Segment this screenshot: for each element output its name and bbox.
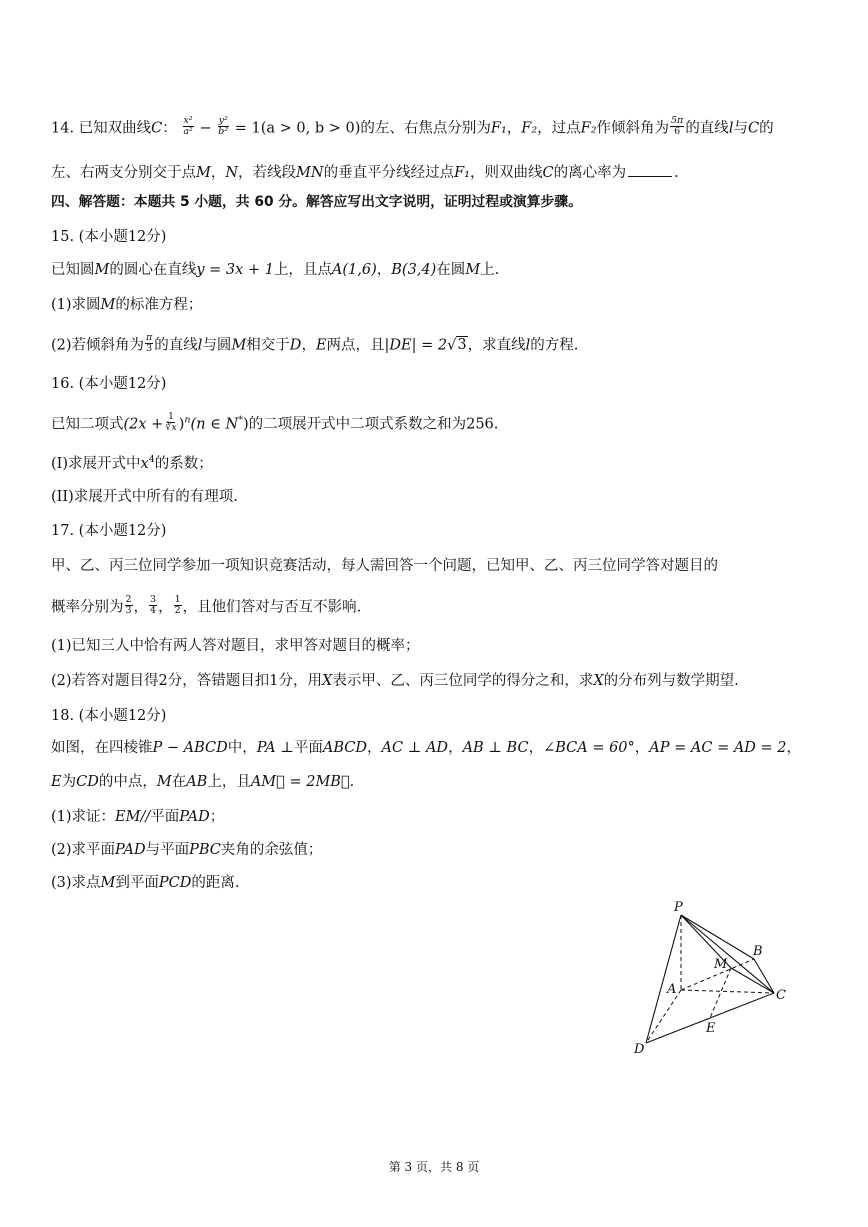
punct: ；	[209, 809, 225, 825]
q18-text: 的中点，	[98, 774, 157, 790]
q15-sub1	[51, 298, 817, 313]
label-M: M	[714, 957, 728, 972]
fraction	[182, 116, 193, 137]
var: N	[225, 165, 239, 181]
var: E	[315, 337, 327, 354]
expression: (n ∈ N	[190, 416, 239, 433]
q14-line1: 14. 已知双曲线C： $\frac{\text{x²}}{\text{a²}}$ − $\frac{\text{y²}}{\text{b²}}$ = 1(a > 0, b > 0)的左、右焦点分别为F₁，F₂，过点F₂作倾斜角为 $\frac{5\pi}{6}$ 的直线l与C的	[51, 115, 774, 137]
numerator: 2	[125, 594, 132, 605]
label-D: D	[634, 1042, 645, 1057]
q14-text: 的离心率为	[553, 165, 627, 181]
exponent: n	[184, 414, 191, 426]
exponent: 4	[148, 454, 155, 466]
q18-stem-2	[51, 775, 817, 790]
q15-text: 上，且点	[273, 262, 332, 278]
expression: AP = AC = AD = 2	[649, 740, 787, 756]
var: F₁	[454, 165, 470, 181]
q15-sub2: (2)若倾斜角为 $\frac{\pi}{3}$ 的直线l与圆M相交于D，E两点，且|DE| = 2√3，求直线l的方程.	[51, 332, 579, 354]
expression: PA ⊥	[256, 740, 294, 756]
q14-text: 左、右两支分别交于点	[51, 165, 196, 181]
var: M	[156, 774, 172, 790]
denominator: 4	[150, 604, 157, 616]
q14-text: 的直线	[685, 120, 729, 137]
q14-line2	[51, 163, 817, 181]
q16-sub2: (II)求展开式中所有的有理项.	[51, 489, 238, 505]
q17-header: 17. (本小题12分)	[51, 523, 167, 539]
q17-sub2	[51, 674, 817, 689]
edge-AC	[681, 990, 774, 993]
q18-text: 与平面	[145, 842, 190, 858]
edge-AD	[646, 990, 681, 1043]
q15-text: (1)求圆	[51, 297, 101, 313]
superscript: *	[238, 414, 243, 426]
q18-stem	[51, 741, 817, 756]
q16-header: 16. (本小题12分)	[51, 376, 167, 392]
q18-text: (1)求证：	[51, 809, 116, 825]
punct: ，	[367, 740, 382, 756]
edge-BC	[754, 959, 774, 993]
q14-text: 与	[733, 120, 748, 137]
punct: ，	[506, 120, 522, 137]
var: C	[542, 165, 554, 181]
q15-header: 15. (本小题12分)	[51, 229, 167, 245]
expression: )	[242, 416, 249, 433]
point: B(3,4)	[391, 262, 437, 278]
q15-text: (2)若倾斜角为	[51, 337, 145, 354]
q15-text: 上.	[480, 262, 500, 278]
punct: ，	[786, 740, 802, 756]
q15-text: 的方程.	[530, 337, 579, 354]
q16-text: 的二项展开式中二项式系数之和为256.	[248, 416, 499, 433]
q15-text: 已知圆	[51, 262, 95, 278]
q15-text: 的圆心在直线	[109, 262, 197, 278]
denominator: ∛x	[165, 421, 177, 433]
expression: AC ⊥ AD	[381, 740, 449, 756]
denominator: 6	[674, 125, 681, 137]
edge-MC	[731, 968, 774, 993]
var: M	[100, 875, 116, 891]
var: CD	[76, 774, 99, 790]
label-C: C	[776, 988, 786, 1003]
q15-text: 的直线	[154, 337, 198, 354]
expression: AB ⊥ BC	[462, 740, 529, 756]
var: M	[465, 262, 481, 278]
q17-text: 概率分别为	[51, 599, 124, 616]
q17-text: ，且他们答对与否互不影响.	[182, 599, 362, 616]
numerator: 1	[168, 411, 175, 422]
numerator: 3	[150, 594, 157, 605]
q18-sub3	[51, 876, 817, 891]
q14-text: ，则双曲线	[469, 165, 543, 181]
q14-text: 14. 已知双曲线	[51, 120, 152, 137]
edge-PD	[646, 915, 681, 1043]
q18-text: 上，且	[207, 774, 251, 790]
var: l	[197, 337, 203, 354]
q17-text: 表示甲、乙、丙三位同学的得分之和，求	[332, 673, 594, 689]
punct: ，	[301, 337, 316, 354]
denominator: 3	[125, 604, 132, 616]
punct: .	[674, 165, 679, 181]
expression: )	[178, 416, 185, 433]
var: x	[140, 456, 149, 472]
q18-text: (3)求点	[51, 875, 101, 891]
var: MN	[296, 165, 324, 181]
numerator: π	[146, 332, 153, 343]
pyramid-figure	[628, 898, 798, 1058]
punct: .	[349, 774, 355, 790]
q17-stem: 甲、乙、丙三位同学参加一项知识竞赛活动，每人需回答一个问题，已知甲、乙、丙三位同学答对题目的	[51, 558, 718, 574]
expression: ∠BCA = 60°	[543, 740, 635, 756]
q15-text: 的标准方程；	[115, 297, 203, 313]
q16-stem	[51, 411, 817, 435]
radicand: 3	[457, 337, 467, 354]
denominator: b²	[218, 125, 229, 137]
q18-sub1	[51, 810, 817, 825]
var: D	[289, 337, 302, 354]
q16-text: 已知二项式	[51, 416, 124, 433]
q17-prob	[51, 594, 817, 618]
var: M	[94, 262, 110, 278]
numerator: 5π	[671, 115, 684, 126]
fraction	[164, 412, 177, 433]
expression: (2x +	[123, 416, 164, 433]
punct: ：	[162, 120, 177, 137]
label-A: A	[667, 982, 677, 997]
q15-text: 与圆	[202, 337, 232, 354]
q14-text: 作倾斜角为	[596, 120, 670, 137]
q18-text: 在	[171, 774, 187, 790]
fraction	[149, 595, 157, 616]
var: l	[525, 337, 531, 354]
denominator: a²	[183, 125, 193, 137]
punct: ，	[133, 599, 149, 616]
q17-sub1: (1)已知三人中恰有两人答对题目，求甲答对题目的概率；	[51, 638, 420, 654]
label-E: E	[706, 1021, 716, 1036]
expression: EM//	[115, 809, 151, 825]
punct: ，	[210, 165, 226, 181]
fraction	[217, 116, 229, 137]
answer-blank[interactable]	[628, 163, 672, 177]
punct: ，	[634, 740, 650, 756]
var: AB	[186, 774, 208, 790]
q15-text: 相交于	[246, 337, 290, 354]
q18-text: 为	[61, 774, 77, 790]
q14-text: 的	[759, 120, 774, 137]
var: M	[100, 297, 116, 313]
punct: ，	[158, 599, 173, 616]
equation: = 1(a > 0, b > 0)	[234, 120, 361, 137]
q18-text: 如图，在四棱锥	[51, 740, 153, 756]
fraction	[174, 595, 182, 616]
expression: P − ABCD	[152, 740, 228, 756]
edge-PB	[681, 915, 754, 959]
var: E	[51, 774, 62, 790]
q15-text: 两点，且	[326, 337, 385, 354]
var: ABCD	[322, 740, 368, 756]
var: l	[728, 120, 734, 137]
punct: ，	[376, 262, 392, 278]
numerator: 1	[174, 594, 181, 605]
fraction	[670, 116, 684, 137]
var: C	[151, 120, 163, 137]
var: F₂	[580, 120, 597, 137]
page-footer: 第 3 页，共 8 页	[388, 1160, 480, 1174]
q17-text: 的分布列与数学期望.	[603, 673, 739, 689]
numerator: y²	[218, 115, 228, 126]
q15-stem	[51, 263, 817, 278]
fraction	[125, 595, 133, 616]
var: M	[196, 165, 211, 181]
punct: ，	[448, 740, 463, 756]
var: PCD	[158, 875, 192, 891]
q14-text: 的左、右焦点分别为	[360, 120, 491, 137]
numerator: x²	[183, 115, 193, 126]
q18-text: 平面	[293, 740, 323, 756]
q18-header: 18. (本小题12分)	[51, 708, 167, 724]
fraction	[145, 333, 153, 354]
var: PAD	[115, 842, 146, 858]
var: X	[322, 673, 333, 689]
var: PAD	[179, 809, 210, 825]
punct: ，	[528, 740, 544, 756]
q18-text: 中，	[227, 740, 257, 756]
var: X	[593, 673, 604, 689]
var: F₁	[490, 120, 507, 137]
q16-sub1	[51, 454, 817, 472]
point: A(1,6)	[331, 262, 377, 278]
label-B: B	[753, 944, 763, 959]
var: C	[747, 120, 760, 137]
denominator: 3	[146, 342, 153, 354]
q18-text: 平面	[150, 809, 180, 825]
section-heading: 四、解答题：本题共 5 小题，共 60 分。解答应写出文字说明，证明过程或演算步骤。	[51, 194, 582, 210]
denominator: 2	[174, 604, 181, 616]
var: F₂	[521, 120, 538, 137]
q16-text: (I)求展开式中	[51, 456, 141, 472]
q17-text: (2)若答对题目得2分，答错题目扣1分，用	[51, 673, 322, 689]
q18-text: 夹角的余弦值；	[220, 842, 323, 858]
q14-text: 的垂直平分线经过点	[323, 165, 455, 181]
label-P: P	[674, 900, 683, 915]
q15-text: 在圆	[436, 262, 466, 278]
q18-text: (2)求平面	[51, 842, 116, 858]
var: M	[231, 337, 247, 354]
q18-sub2	[51, 843, 817, 858]
q16-text: 的系数；	[154, 456, 213, 472]
q14-text: ，过点	[537, 120, 581, 137]
var: PBC	[189, 842, 221, 858]
equation: y = 3x + 1	[196, 262, 274, 278]
q15-text: ，求直线	[467, 337, 526, 354]
equation: |DE| = 2	[384, 337, 448, 354]
vector-equation: AM⃗ = 2MB⃗	[250, 774, 350, 790]
q14-text: ，若线段	[238, 165, 297, 181]
q18-text: 到平面	[115, 875, 159, 891]
q18-text: 的距离.	[191, 875, 240, 891]
